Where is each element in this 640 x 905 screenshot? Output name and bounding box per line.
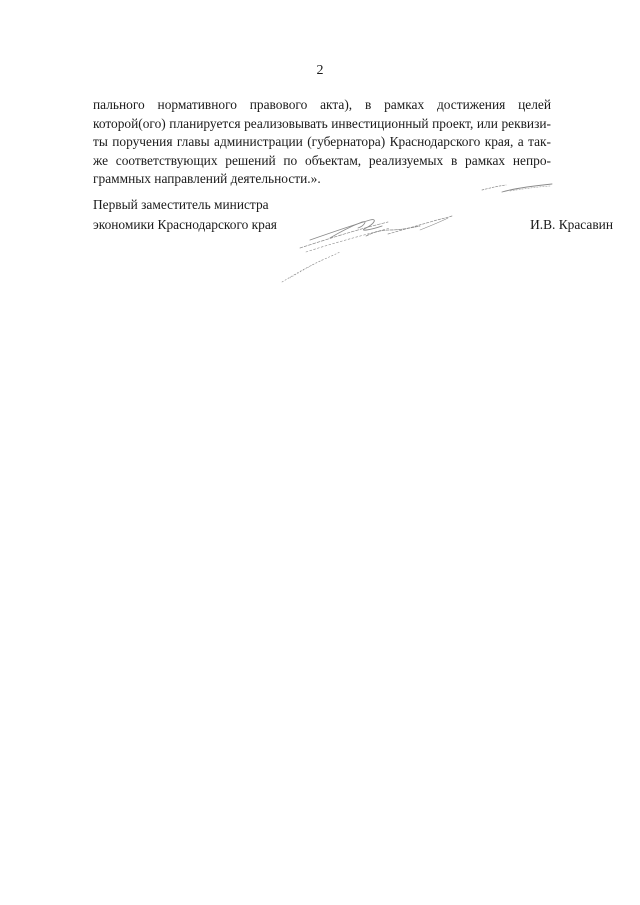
paragraph-line: пального нормативного правового акта), в рамках достижения целей	[93, 97, 551, 112]
paragraph-line: граммных направлений деятельности.».	[93, 171, 321, 186]
signer-title-line: экономики Краснодарского края	[93, 217, 277, 232]
signer-name: И.В. Красавин	[530, 217, 613, 232]
signer-title-line: Первый заместитель министра	[93, 197, 269, 212]
handwritten-signature	[270, 178, 570, 288]
paragraph-line: же соответствующих решений по объектам, реализуемых в рамках непро-	[93, 152, 551, 168]
body-paragraph	[93, 96, 551, 189]
page-number: 2	[316, 63, 324, 78]
signer-title	[93, 195, 277, 235]
paragraph-line: ты поручения главы администрации (губернатора) Краснодарского края, а так-	[93, 134, 551, 149]
paragraph-line: которой(ого) планируется реализовывать инвестиционный проект, или реквизи-	[93, 115, 551, 131]
